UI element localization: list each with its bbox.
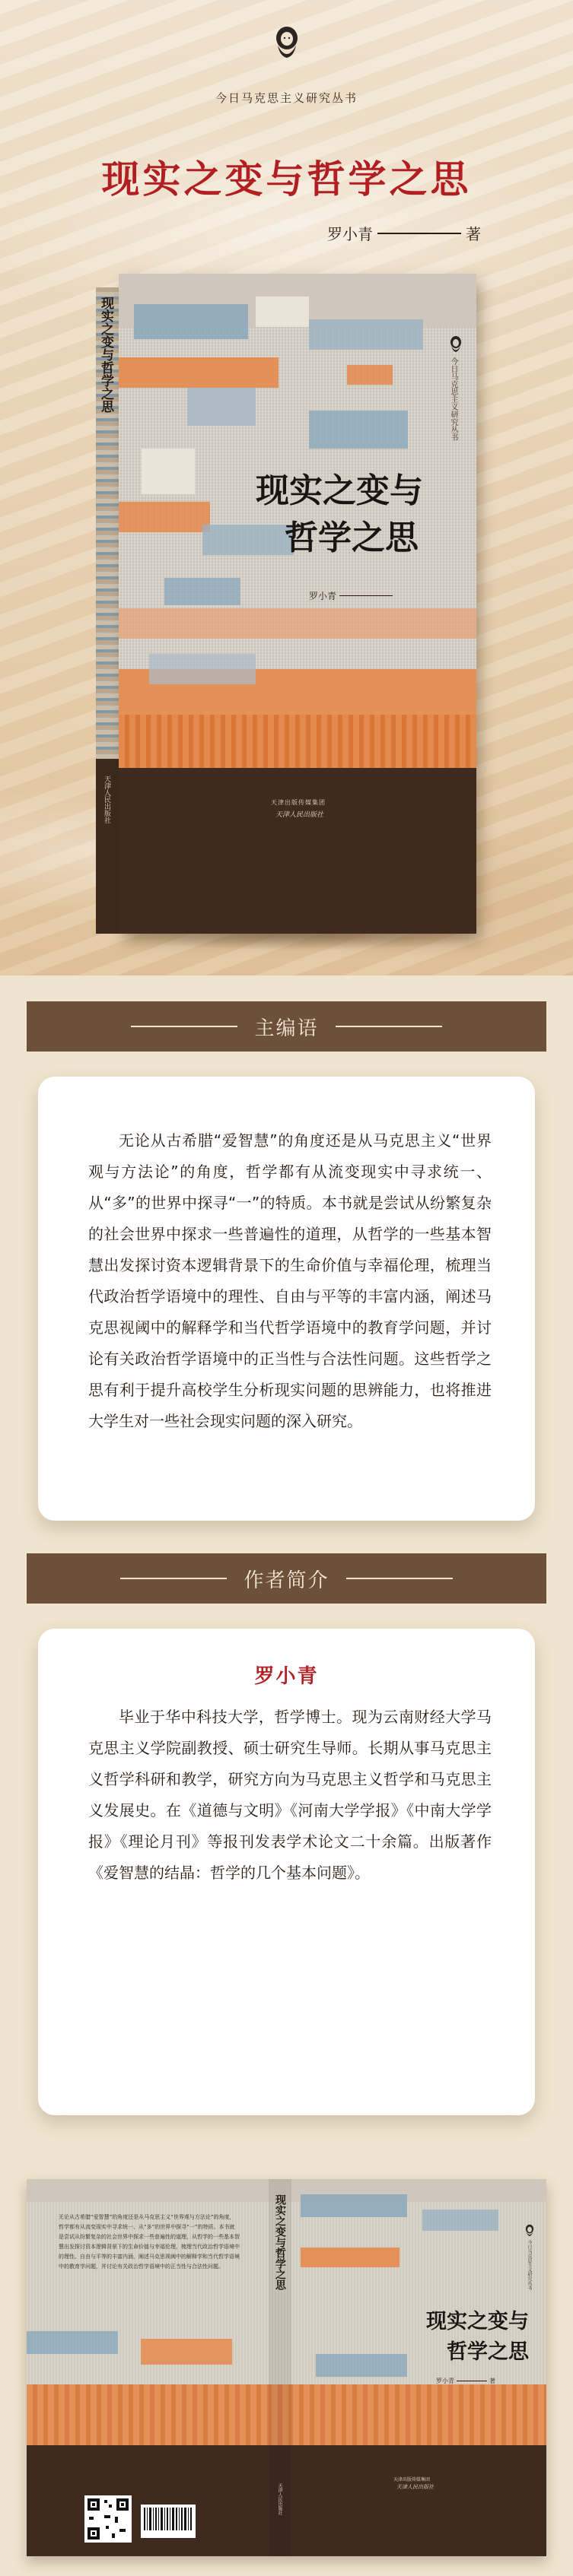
book-title: 现实之变与哲学之思 (101, 157, 472, 201)
cover-author-name: 罗小青 (309, 591, 337, 601)
spine-publisher: 天津人民出版社 (103, 776, 110, 823)
author-suffix: 著 (466, 225, 481, 243)
header-rule-left (131, 1026, 237, 1027)
series-seal-icon (447, 335, 464, 353)
hero-banner (0, 0, 573, 976)
flat-series-name: 今日马克思主义研究丛书 (527, 2240, 532, 2290)
marx-portrait-icon (271, 23, 303, 61)
flat-cover-title (354, 2307, 529, 2368)
header-rule-left (120, 1578, 227, 1579)
book-front-cover (119, 274, 476, 934)
header-rule-right (346, 1578, 453, 1579)
cover-title-line2: 哲学之思 (285, 519, 419, 557)
series-seal-icon (524, 2223, 536, 2237)
back-cover-text: 无论从古希腊“爱智慧”的角度还是从马克思主义“世界观与方法论”的角度，哲学都有从流变现实中寻求统一、从“多”的世界中探寻“一”的特质。本书就是尝试从纷繁复杂的社会世界中探求一些普遍性的道理，从哲学的一些基本智慧出发探讨资本逻辑背景下的生命价值与幸福伦理，梳理当代政治哲学语境中的理性、自由与平等的丰富内涵，阐述马克思视阈中的解释学和当代哲学语境中的教育学问题，并讨论有关政治哲学语境中的正当性与合法性问题。 (59, 2214, 240, 2270)
flat-author (436, 2377, 495, 2385)
author-name: 罗小青 (327, 225, 373, 243)
cover-author (309, 589, 393, 602)
author-card-name: 罗小青 (254, 1665, 319, 1688)
flat-author-suffix: 著 (489, 2378, 495, 2384)
spine-title: 现实之变与哲学之思 (98, 297, 113, 413)
flat-spine-publisher: 天津人民出版社 (277, 2483, 282, 2515)
editor-heading: 主编语 (254, 1017, 319, 1040)
author-card (38, 1629, 535, 2115)
flat-cover-spread (27, 2179, 546, 2556)
flat-title-line1: 现实之变与 (426, 2310, 529, 2333)
author-heading: 作者简介 (244, 1569, 329, 1592)
flat-title-line2: 哲学之思 (447, 2340, 529, 2364)
author-section-header (27, 1553, 546, 1604)
author-dash (377, 233, 461, 234)
cover-title (119, 468, 476, 562)
series-name: 今日马克思主义研究丛书 (215, 91, 358, 105)
editor-section-header (27, 1001, 546, 1052)
editor-card (38, 1077, 535, 1521)
cover-publisher: 天津人民出版社 (275, 811, 324, 819)
editor-body: 无论从古希腊“爱智慧”的角度还是从马克思主义“世界观与方法论”的角度，哲学都有从流变现实中寻求统一、从“多”的世界中探寻“一”的特质。本书就是尝试从纷繁复杂的社会世界中探求一些普遍性的道理，从哲学的一些基本智慧出发探讨资本逻辑背景下的生命价值与幸福伦理，梳理当代政治哲学语境中的理性、自由与平等的丰富内涵，阐述马克思视阈中的解释学和当代哲学语境中的教育学问题，并讨论有关政治哲学语境中的正当性与合法性问题。这些哲学之思有利于提升高校学生分析现实问题的思辨能力，也将推进大学生对一些社会现实问题的深入研究。 (88, 1131, 492, 1430)
cover-series-name: 今日马克思主义研究丛书 (449, 357, 457, 441)
cover-publisher-group: 天津出版传媒集团 (271, 799, 326, 806)
cover-author-dash (339, 595, 393, 596)
flat-publisher-group: 天津出版传媒集团 (393, 2477, 431, 2482)
flat-author-name: 罗小青 (436, 2378, 454, 2384)
barcode-icon (141, 2505, 196, 2538)
flat-spine-title: 现实之变与哲学之思 (274, 2194, 286, 2290)
author-line (327, 222, 481, 244)
qr-code-icon (84, 2495, 132, 2543)
header-rule-right (336, 1026, 442, 1027)
flat-publisher: 天津人民出版社 (396, 2484, 434, 2490)
cover-title-line1: 现实之变与 (256, 471, 423, 510)
cover-bottom-band (119, 768, 476, 934)
author-bio: 毕业于华中科技大学，哲学博士。现为云南财经大学马克思主义学院副教授、硕士研究生导师。长期从事马克思主义哲学科研和教学，研究方向为马克思主义哲学和马克思主义发展史。在《道德与文明》《河南大学学报》《中南大学学报》《理论月刊》等报刊发表学术论文二十余篇。出版著作《爱智慧的结晶：哲学的几个基本问题》。 (88, 1708, 492, 1882)
